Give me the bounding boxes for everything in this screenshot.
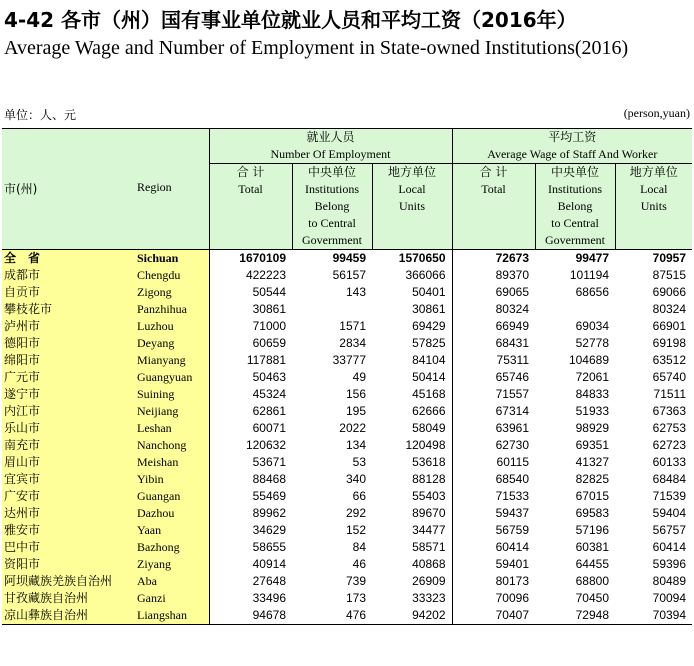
region-name-en: Meishan — [137, 454, 209, 471]
city-name-cn: 阿坝藏族羌族自治州 — [2, 573, 137, 590]
table-row — [2, 471, 692, 488]
city-name-cn: 雅安市 — [2, 522, 137, 539]
cell-e-total: 422223 — [209, 267, 292, 284]
cell-w-total: 70096 — [452, 590, 535, 607]
region-name-en: Sichuan — [137, 250, 209, 268]
cell-e-total: 45324 — [209, 386, 292, 403]
city-name-cn: 凉山彝族自治州 — [2, 607, 137, 625]
cell-e-local: 58571 — [412, 540, 446, 554]
cell-e-central: 46 — [352, 557, 366, 571]
region-name-en: Dazhou — [137, 505, 209, 522]
cell-w-local: 70394 — [615, 607, 692, 625]
cell-e-total: 1670109 — [209, 250, 292, 268]
cell-e-central: 152 — [345, 523, 366, 537]
employment-total-header: 合 计 Total — [209, 164, 292, 250]
cell-w-local: 80489 — [652, 574, 687, 588]
cell-w-central: 57196 — [575, 523, 609, 537]
region-name-en: Neijiang — [137, 403, 209, 420]
cell-w-local: 59404 — [652, 506, 687, 520]
cell-w-total: 71557 — [452, 386, 535, 403]
cell-e-local: 89670 — [412, 506, 446, 520]
region-name-en: Yibin — [137, 471, 209, 488]
cell-w-local: 80324 — [652, 302, 687, 316]
table-row — [2, 573, 692, 590]
table-row — [2, 437, 692, 454]
cell-e-central: 84 — [352, 540, 366, 554]
cell-e-total: 53671 — [209, 454, 292, 471]
cell-w-central: 99477 — [535, 250, 615, 268]
cell-e-central: 99459 — [292, 250, 372, 268]
cell-e-local: 69429 — [412, 319, 446, 333]
table-row — [2, 369, 692, 386]
cell-w-local: 59396 — [652, 557, 687, 571]
cell-w-total: 59401 — [452, 556, 535, 573]
cell-w-central: 72061 — [575, 370, 609, 384]
region-name-en: Liangshan — [137, 607, 209, 625]
city-name-cn: 达州市 — [2, 505, 137, 522]
cell-w-central: 69583 — [575, 506, 609, 520]
cell-w-central: 41327 — [575, 455, 609, 469]
cell-w-local: 63512 — [652, 353, 687, 367]
cell-w-total: 68431 — [452, 335, 535, 352]
cell-w-central: 84833 — [575, 387, 609, 401]
cell-w-total: 75311 — [452, 352, 535, 369]
cell-e-total: 33496 — [209, 590, 292, 607]
wage-local-header: 地方单位 Local Units — [615, 164, 692, 250]
cell-e-local: 55403 — [412, 489, 446, 503]
cell-w-local: 62723 — [652, 438, 687, 452]
cell-e-local: 30861 — [412, 302, 446, 316]
cell-w-local: 70094 — [652, 591, 687, 605]
region-name-en: Ganzi — [137, 590, 209, 607]
cell-e-total: 60071 — [209, 420, 292, 437]
cell-w-central: 72948 — [535, 607, 615, 625]
cell-w-local: 68484 — [652, 472, 687, 486]
cell-e-central: 195 — [345, 404, 366, 418]
region-name-en: Luzhou — [137, 318, 209, 335]
cell-e-local: 50401 — [412, 285, 446, 299]
cell-e-local: 40868 — [412, 557, 446, 571]
region-name-en: Leshan — [137, 420, 209, 437]
cell-w-central: 64455 — [575, 557, 609, 571]
region-name-en: Chengdu — [137, 267, 209, 284]
employment-local-header: 地方单位 Local Units — [372, 164, 452, 250]
city-name-cn: 甘孜藏族自治州 — [2, 590, 137, 607]
page-title-cn: 4-42 各市（州）国有事业单位就业人员和平均工资（2016年） — [4, 8, 577, 32]
cell-e-central: 739 — [345, 574, 366, 588]
cell-w-total: 70407 — [452, 607, 535, 625]
cell-e-central: 33777 — [332, 353, 366, 367]
cell-w-central: 52778 — [575, 336, 609, 350]
cell-w-total: 67314 — [452, 403, 535, 420]
city-name-cn: 全 省 — [2, 250, 137, 268]
city-name-cn: 广元市 — [2, 369, 137, 386]
cell-w-local: 70957 — [615, 250, 692, 268]
cell-w-total: 72673 — [452, 250, 535, 268]
wage-total-header: 合 计 Total — [452, 164, 535, 250]
cell-w-total: 65746 — [452, 369, 535, 386]
cell-w-total: 63961 — [452, 420, 535, 437]
table-row — [2, 607, 692, 625]
cell-e-local: 120498 — [405, 438, 446, 452]
table-row — [2, 556, 692, 573]
table-row — [2, 505, 692, 522]
table-row — [2, 318, 692, 335]
cell-w-central: 69034 — [575, 319, 609, 333]
cell-w-total: 59437 — [452, 505, 535, 522]
cell-e-local: 88128 — [412, 472, 446, 486]
cell-e-local: 62666 — [412, 404, 446, 418]
city-name-cn: 绵阳市 — [2, 352, 137, 369]
cell-e-total: 60659 — [209, 335, 292, 352]
cell-e-local: 84104 — [412, 353, 446, 367]
cell-e-total: 34629 — [209, 522, 292, 539]
cell-e-central: 2022 — [339, 421, 366, 435]
cell-w-local: 69198 — [652, 336, 687, 350]
city-name-cn: 广安市 — [2, 488, 137, 505]
city-name-cn: 眉山市 — [2, 454, 137, 471]
cell-e-local: 94202 — [372, 607, 452, 625]
cell-w-central: 101194 — [569, 268, 609, 282]
cell-e-local: 34477 — [412, 523, 446, 537]
city-column-header: 市(州) — [4, 182, 38, 196]
city-name-cn: 德阳市 — [2, 335, 137, 352]
cell-e-central: 1571 — [339, 319, 366, 333]
cell-w-central — [535, 301, 615, 318]
cell-w-local: 56757 — [652, 523, 687, 537]
cell-w-local: 69066 — [652, 285, 687, 299]
city-name-cn: 内江市 — [2, 403, 137, 420]
region-name-en: Nanchong — [137, 437, 209, 454]
city-name-cn: 南充市 — [2, 437, 137, 454]
region-name-en: Ziyang — [137, 556, 209, 573]
cell-e-local: 1570650 — [372, 250, 452, 268]
cell-e-total: 62861 — [209, 403, 292, 420]
region-name-en: Mianyang — [137, 352, 209, 369]
table-row — [2, 420, 692, 437]
cell-e-total: 94678 — [209, 607, 292, 625]
cell-w-local: 67363 — [652, 404, 687, 418]
cell-e-central: 49 — [352, 370, 366, 384]
unit-label-cn: 单位：人、元 — [4, 108, 77, 122]
cell-e-central: 476 — [292, 607, 372, 625]
cell-w-local: 71539 — [652, 489, 687, 503]
cell-e-local: 26909 — [412, 574, 446, 588]
wage-central-header: 中央单位 Institutions Belong to Central Government — [535, 164, 615, 250]
city-name-cn: 乐山市 — [2, 420, 137, 437]
city-name-cn: 成都市 — [2, 267, 137, 284]
cell-e-total: 55469 — [209, 488, 292, 505]
table-row — [2, 301, 692, 318]
city-name-cn: 自贡市 — [2, 284, 137, 301]
cell-e-total: 50544 — [209, 284, 292, 301]
city-name-cn: 泸州市 — [2, 318, 137, 335]
cell-e-total: 117881 — [209, 352, 292, 369]
region-name-en: Yaan — [137, 522, 209, 539]
cell-w-local: 60414 — [652, 540, 687, 554]
cell-w-total: 68540 — [452, 471, 535, 488]
region-name-en: Guangyuan — [137, 369, 209, 386]
cell-w-local: 71511 — [653, 387, 687, 401]
cell-w-total: 60414 — [452, 539, 535, 556]
cell-e-central — [292, 301, 372, 318]
cell-e-central: 2834 — [339, 336, 366, 350]
table-row — [2, 284, 692, 301]
region-name-en: Zigong — [137, 284, 209, 301]
cell-e-local: 45168 — [412, 387, 446, 401]
table-row-total — [2, 250, 692, 268]
data-table — [2, 128, 692, 625]
cell-e-total: 27648 — [209, 573, 292, 590]
cell-w-central: 51933 — [575, 404, 609, 418]
cell-e-central: 173 — [345, 591, 366, 605]
cell-w-central: 68800 — [575, 574, 609, 588]
cell-e-central: 292 — [345, 506, 366, 520]
cell-w-central: 98929 — [575, 421, 609, 435]
table-header — [2, 129, 692, 250]
cell-e-local: 57825 — [412, 336, 446, 350]
region-column-header: Region — [137, 180, 172, 194]
table-row — [2, 522, 692, 539]
employment-central-header: 中央单位 Institutions Belong to Central Government — [292, 164, 372, 250]
cell-e-local: 58049 — [412, 421, 446, 435]
cell-w-central: 67015 — [575, 489, 609, 503]
cell-e-local: 33323 — [412, 591, 446, 605]
cell-e-local: 53618 — [412, 455, 446, 469]
region-name-en: Deyang — [137, 335, 209, 352]
city-name-cn: 宜宾市 — [2, 471, 137, 488]
cell-e-central: 66 — [352, 489, 366, 503]
table-row — [2, 454, 692, 471]
cell-w-central: 68656 — [575, 285, 609, 299]
cell-w-local: 66901 — [652, 319, 687, 333]
cell-e-central: 340 — [345, 472, 366, 486]
wage-group-header: 平均工资 Average Wage of Staff And Worker — [452, 129, 692, 164]
cell-w-local: 62753 — [652, 421, 687, 435]
region-name-en: Bazhong — [137, 539, 209, 556]
table-row — [2, 335, 692, 352]
cell-e-total: 88468 — [209, 471, 292, 488]
cell-w-total: 80324 — [452, 301, 535, 318]
cell-e-total: 30861 — [209, 301, 292, 318]
cell-e-total: 89962 — [209, 505, 292, 522]
cell-e-total: 40914 — [209, 556, 292, 573]
city-name-cn: 攀枝花市 — [2, 301, 137, 318]
cell-w-total: 56759 — [452, 522, 535, 539]
cell-w-local: 60133 — [652, 455, 687, 469]
cell-w-local: 87515 — [652, 268, 687, 282]
city-name-cn: 巴中市 — [2, 539, 137, 556]
city-name-cn: 遂宁市 — [2, 386, 137, 403]
cell-w-local: 65740 — [652, 370, 687, 384]
cell-e-total: 50463 — [209, 369, 292, 386]
table-row — [2, 590, 692, 607]
cell-e-central: 156 — [345, 387, 366, 401]
cell-e-local: 50414 — [412, 370, 446, 384]
cell-w-total: 62730 — [452, 437, 535, 454]
table-row — [2, 539, 692, 556]
page-title-en: Average Wage and Number of Employment in State-owned Institutions(2016) — [4, 37, 629, 59]
table-row — [2, 267, 692, 284]
cell-w-total: 89370 — [452, 267, 535, 284]
region-name-en: Suining — [137, 386, 209, 403]
cell-e-total: 120632 — [209, 437, 292, 454]
city-name-cn: 资阳市 — [2, 556, 137, 573]
cell-e-central: 56157 — [332, 268, 366, 282]
region-name-en: Panzhihua — [137, 301, 209, 318]
employment-group-header: 就业人员 Number Of Employment — [209, 129, 452, 164]
table-row — [2, 386, 692, 403]
cell-w-central: 60381 — [575, 540, 609, 554]
table-row — [2, 352, 692, 369]
cell-e-central: 143 — [345, 285, 366, 299]
cell-e-total: 71000 — [209, 318, 292, 335]
cell-w-total: 69065 — [452, 284, 535, 301]
cell-e-local: 366066 — [405, 268, 446, 282]
region-name-en: Guangan — [137, 488, 209, 505]
table-body — [2, 250, 692, 625]
cell-w-central: 82825 — [575, 472, 609, 486]
cell-w-total: 80173 — [452, 573, 535, 590]
table-row — [2, 403, 692, 420]
table-row — [2, 488, 692, 505]
region-name-en: Aba — [137, 573, 209, 590]
cell-w-central: 70450 — [575, 591, 609, 605]
cell-w-total: 66949 — [452, 318, 535, 335]
cell-e-total: 58655 — [209, 539, 292, 556]
cell-e-central: 53 — [352, 455, 366, 469]
cell-w-total: 71533 — [452, 488, 535, 505]
cell-e-central: 134 — [345, 438, 366, 452]
cell-w-total: 60115 — [452, 454, 535, 471]
cell-w-central: 69351 — [575, 438, 609, 452]
unit-label-en: (person,yuan) — [623, 106, 690, 120]
cell-w-central: 104689 — [568, 353, 609, 367]
